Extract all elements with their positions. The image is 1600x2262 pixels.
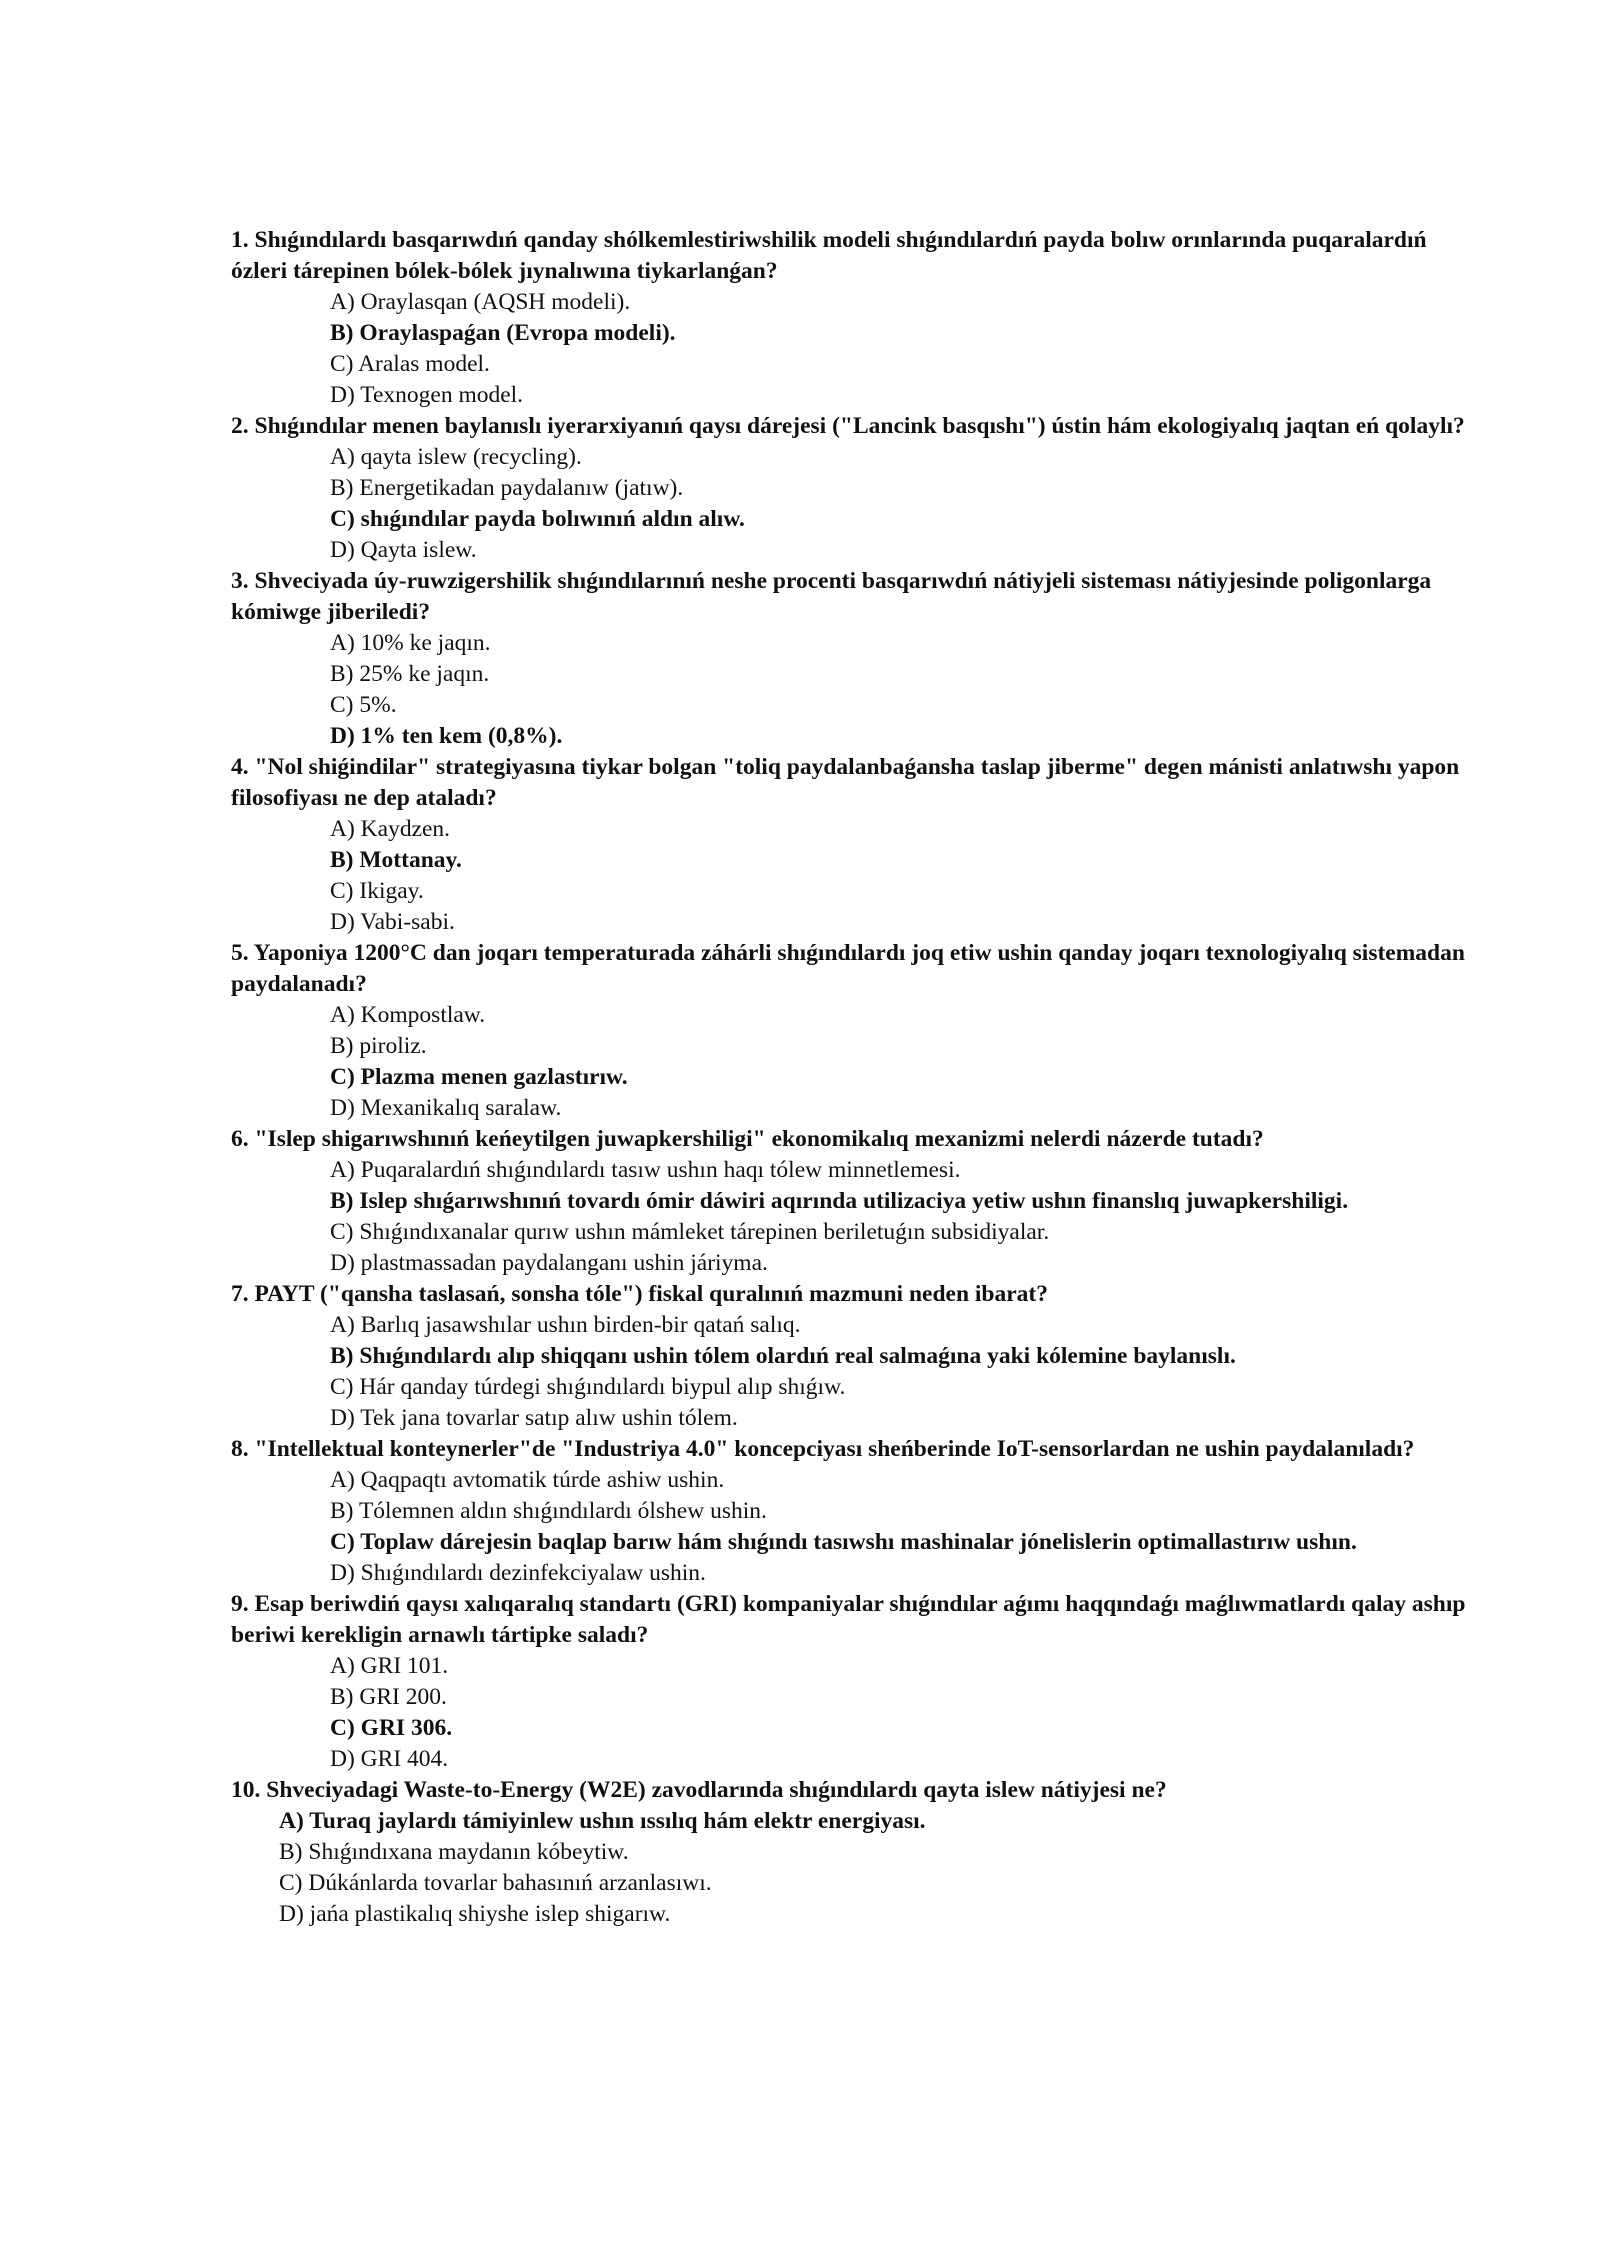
correct-answer-option: B) Oraylaspaǵan (Evropa modeli). bbox=[330, 320, 676, 346]
answer-option: B) Tólemnen aldın shıǵındılardı ólshew ushin. bbox=[330, 1498, 767, 1524]
answer-option: D) Tek jana tovarlar satıp alıw ushin tólem. bbox=[330, 1405, 738, 1431]
answer-option: B) GRI 200. bbox=[330, 1684, 447, 1710]
answer-options bbox=[231, 1155, 1481, 1279]
answer-option: A) Oraylasqan (AQSH modeli). bbox=[330, 289, 631, 315]
answer-options bbox=[231, 1806, 1481, 1930]
question-text: 3. Shveciyada úy-ruwzigershilik shıǵındılarınıń neshe procenti basqarıwdıń nátiyjeli sisteması nátiyjesinde poligonlarga kómiwge jiberiledi? bbox=[231, 568, 1432, 625]
answer-options bbox=[231, 287, 1481, 411]
answer-option: D) Shıǵındılardı dezinfekciyalaw ushin. bbox=[330, 1560, 706, 1586]
question-3 bbox=[231, 566, 1481, 752]
answer-option: A) qayta islew (recycling). bbox=[330, 444, 582, 470]
question-text: 8. "Intellektual konteynerler"de "Industriya 4.0" koncepciyası sheńberinde IoT-sensorlardan ne ushin paydalanıladı? bbox=[231, 1436, 1415, 1462]
answer-option: D) Qayta islew. bbox=[330, 537, 477, 563]
question-text: 4. "Nol shiǵindilar" strategiyasına tiykar bolgan "toliq paydalanbaǵansha taslap jiberme" degen mánisti anlatıwshı yapon filosofiyası ne dep ataladı? bbox=[231, 754, 1460, 811]
correct-answer-option: D) 1% ten kem (0,8%). bbox=[330, 723, 563, 749]
answer-option: C) Dúkánlarda tovarlar bahasınıń arzanlasıwı. bbox=[279, 1870, 712, 1896]
question-text: 6. "Islep shigarıwshınıń keńeytilgen juwapkershiligi" ekonomikalıq mexanizmi nelerdi názerde tutadı? bbox=[231, 1126, 1264, 1152]
answer-option: C) 5%. bbox=[330, 692, 397, 718]
question-text: 1. Shıǵındılardı basqarıwdıń qanday shólkemlestiriwshilik modeli shıǵındılardıń payda bolıw orınlarında puqaralardıń ózleri tárepinen bólek-bólek jıynalıwına tiykarlanǵan? bbox=[231, 227, 1427, 284]
answer-option: C) Shıǵındıxanalar qurıw ushın mámleket tárepinen beriletuǵın subsidiyalar. bbox=[330, 1219, 1050, 1245]
question-text: 9. Esap beriwdiń qaysı xalıqaralıq standartı (GRI) kompaniyalar shıǵındılar aǵımı haqqındaǵı maǵlıwmatlardı qalay ashıp beriwi kerekligin arnawlı tártipke saladı? bbox=[231, 1591, 1466, 1648]
answer-option: C) Ikigay. bbox=[330, 878, 424, 904]
question-text: 7. PAYT ("qansha taslasań, sonsha tóle") fiskal quralınıń mazmuni neden ibarat? bbox=[231, 1281, 1048, 1307]
correct-answer-option: C) shıǵındılar payda bolıwınıń aldın alıw. bbox=[330, 506, 745, 532]
answer-option: D) Vabi-sabi. bbox=[330, 909, 455, 935]
answer-option: C) Hár qanday túrdegi shıǵındılardı biypul alıp shıǵıw. bbox=[330, 1374, 846, 1400]
answer-option: A) Qaqpaqtı avtomatik túrde ashiw ushin. bbox=[330, 1467, 725, 1493]
question-4 bbox=[231, 752, 1481, 938]
answer-option: A) 10% ke jaqın. bbox=[330, 630, 491, 656]
answer-options bbox=[231, 1465, 1481, 1589]
correct-answer-option: B) Islep shıǵarıwshınıń tovardı ómir dáwiri aqırında utilizaciya yetiw ushın finanslıq juwapkershiligi. bbox=[330, 1188, 1349, 1214]
question-6 bbox=[231, 1124, 1481, 1279]
answer-option: B) Energetikadan paydalanıw (jatıw). bbox=[330, 475, 684, 501]
correct-answer-option: A) Turaq jaylardı támiyinlew ushın ıssılıq hám elektr energiyası. bbox=[279, 1808, 926, 1834]
question-1 bbox=[231, 225, 1481, 411]
correct-answer-option: B) Shıǵındılardı alıp shiqqanı ushin tólem olardıń real salmaǵına yaki kólemine baylanıslı. bbox=[330, 1343, 1236, 1369]
answer-option: D) Texnogen model. bbox=[330, 382, 524, 408]
answer-option: A) Barlıq jasawshılar ushın birden-bir qatań salıq. bbox=[330, 1312, 801, 1338]
answer-option: B) Shıǵındıxana maydanın kóbeytiw. bbox=[279, 1839, 629, 1865]
answer-option: A) Kaydzen. bbox=[330, 816, 451, 842]
question-text: 10. Shveciyadagi Waste-to-Energy (W2E) zavodlarında shıǵındılardı qayta islew nátiyjesi ne? bbox=[231, 1777, 1167, 1803]
answer-options bbox=[231, 628, 1481, 752]
answer-options bbox=[231, 442, 1481, 566]
question-7 bbox=[231, 1279, 1481, 1434]
question-5 bbox=[231, 938, 1481, 1124]
correct-answer-option: C) Toplaw dárejesin baqlap barıw hám shıǵındı tasıwshı mashinalar jónelislerin optimallastırıw ushın. bbox=[330, 1529, 1357, 1555]
correct-answer-option: C) Plazma menen gazlastırıw. bbox=[330, 1064, 628, 1090]
answer-options bbox=[231, 1310, 1481, 1434]
answer-option: B) piroliz. bbox=[330, 1033, 427, 1059]
answer-options bbox=[231, 1651, 1481, 1775]
answer-option: D) GRI 404. bbox=[330, 1746, 449, 1772]
correct-answer-option: C) GRI 306. bbox=[330, 1715, 453, 1741]
question-2 bbox=[231, 411, 1481, 566]
answer-option: D) jańa plastikalıq shiyshe islep shigarıw. bbox=[279, 1901, 671, 1927]
answer-option: A) Puqaralardıń shıǵındılardı tasıw ushın haqı tólew minnetlemesi. bbox=[330, 1157, 961, 1183]
answer-option: B) 25% ke jaqın. bbox=[330, 661, 490, 687]
quiz-list bbox=[231, 225, 1481, 1930]
answer-option: A) Kompostlaw. bbox=[330, 1002, 486, 1028]
question-9 bbox=[231, 1589, 1481, 1775]
answer-options bbox=[231, 1000, 1481, 1124]
question-8 bbox=[231, 1434, 1481, 1589]
question-text: 2. Shıǵındılar menen baylanıslı iyerarxiyanıń qaysı dárejesi ("Lancink basqıshı") ústin hám ekologiyalıq jaqtan eń qolaylı? bbox=[231, 413, 1465, 439]
question-text: 5. Yaponiya 1200°C dan joqarı temperaturada záhárli shıǵındılardı joq etiw ushin qanday joqarı texnologiyalıq sistemadan paydalanadı? bbox=[231, 940, 1465, 997]
answer-option: A) GRI 101. bbox=[330, 1653, 449, 1679]
correct-answer-option: B) Mottanay. bbox=[330, 847, 462, 873]
answer-option: C) Aralas model. bbox=[330, 351, 490, 377]
answer-option: D) plastmassadan paydalanganı ushin járiyma. bbox=[330, 1250, 768, 1276]
answer-options bbox=[231, 814, 1481, 938]
question-10 bbox=[231, 1775, 1481, 1930]
answer-option: D) Mexanikalıq saralaw. bbox=[330, 1095, 562, 1121]
